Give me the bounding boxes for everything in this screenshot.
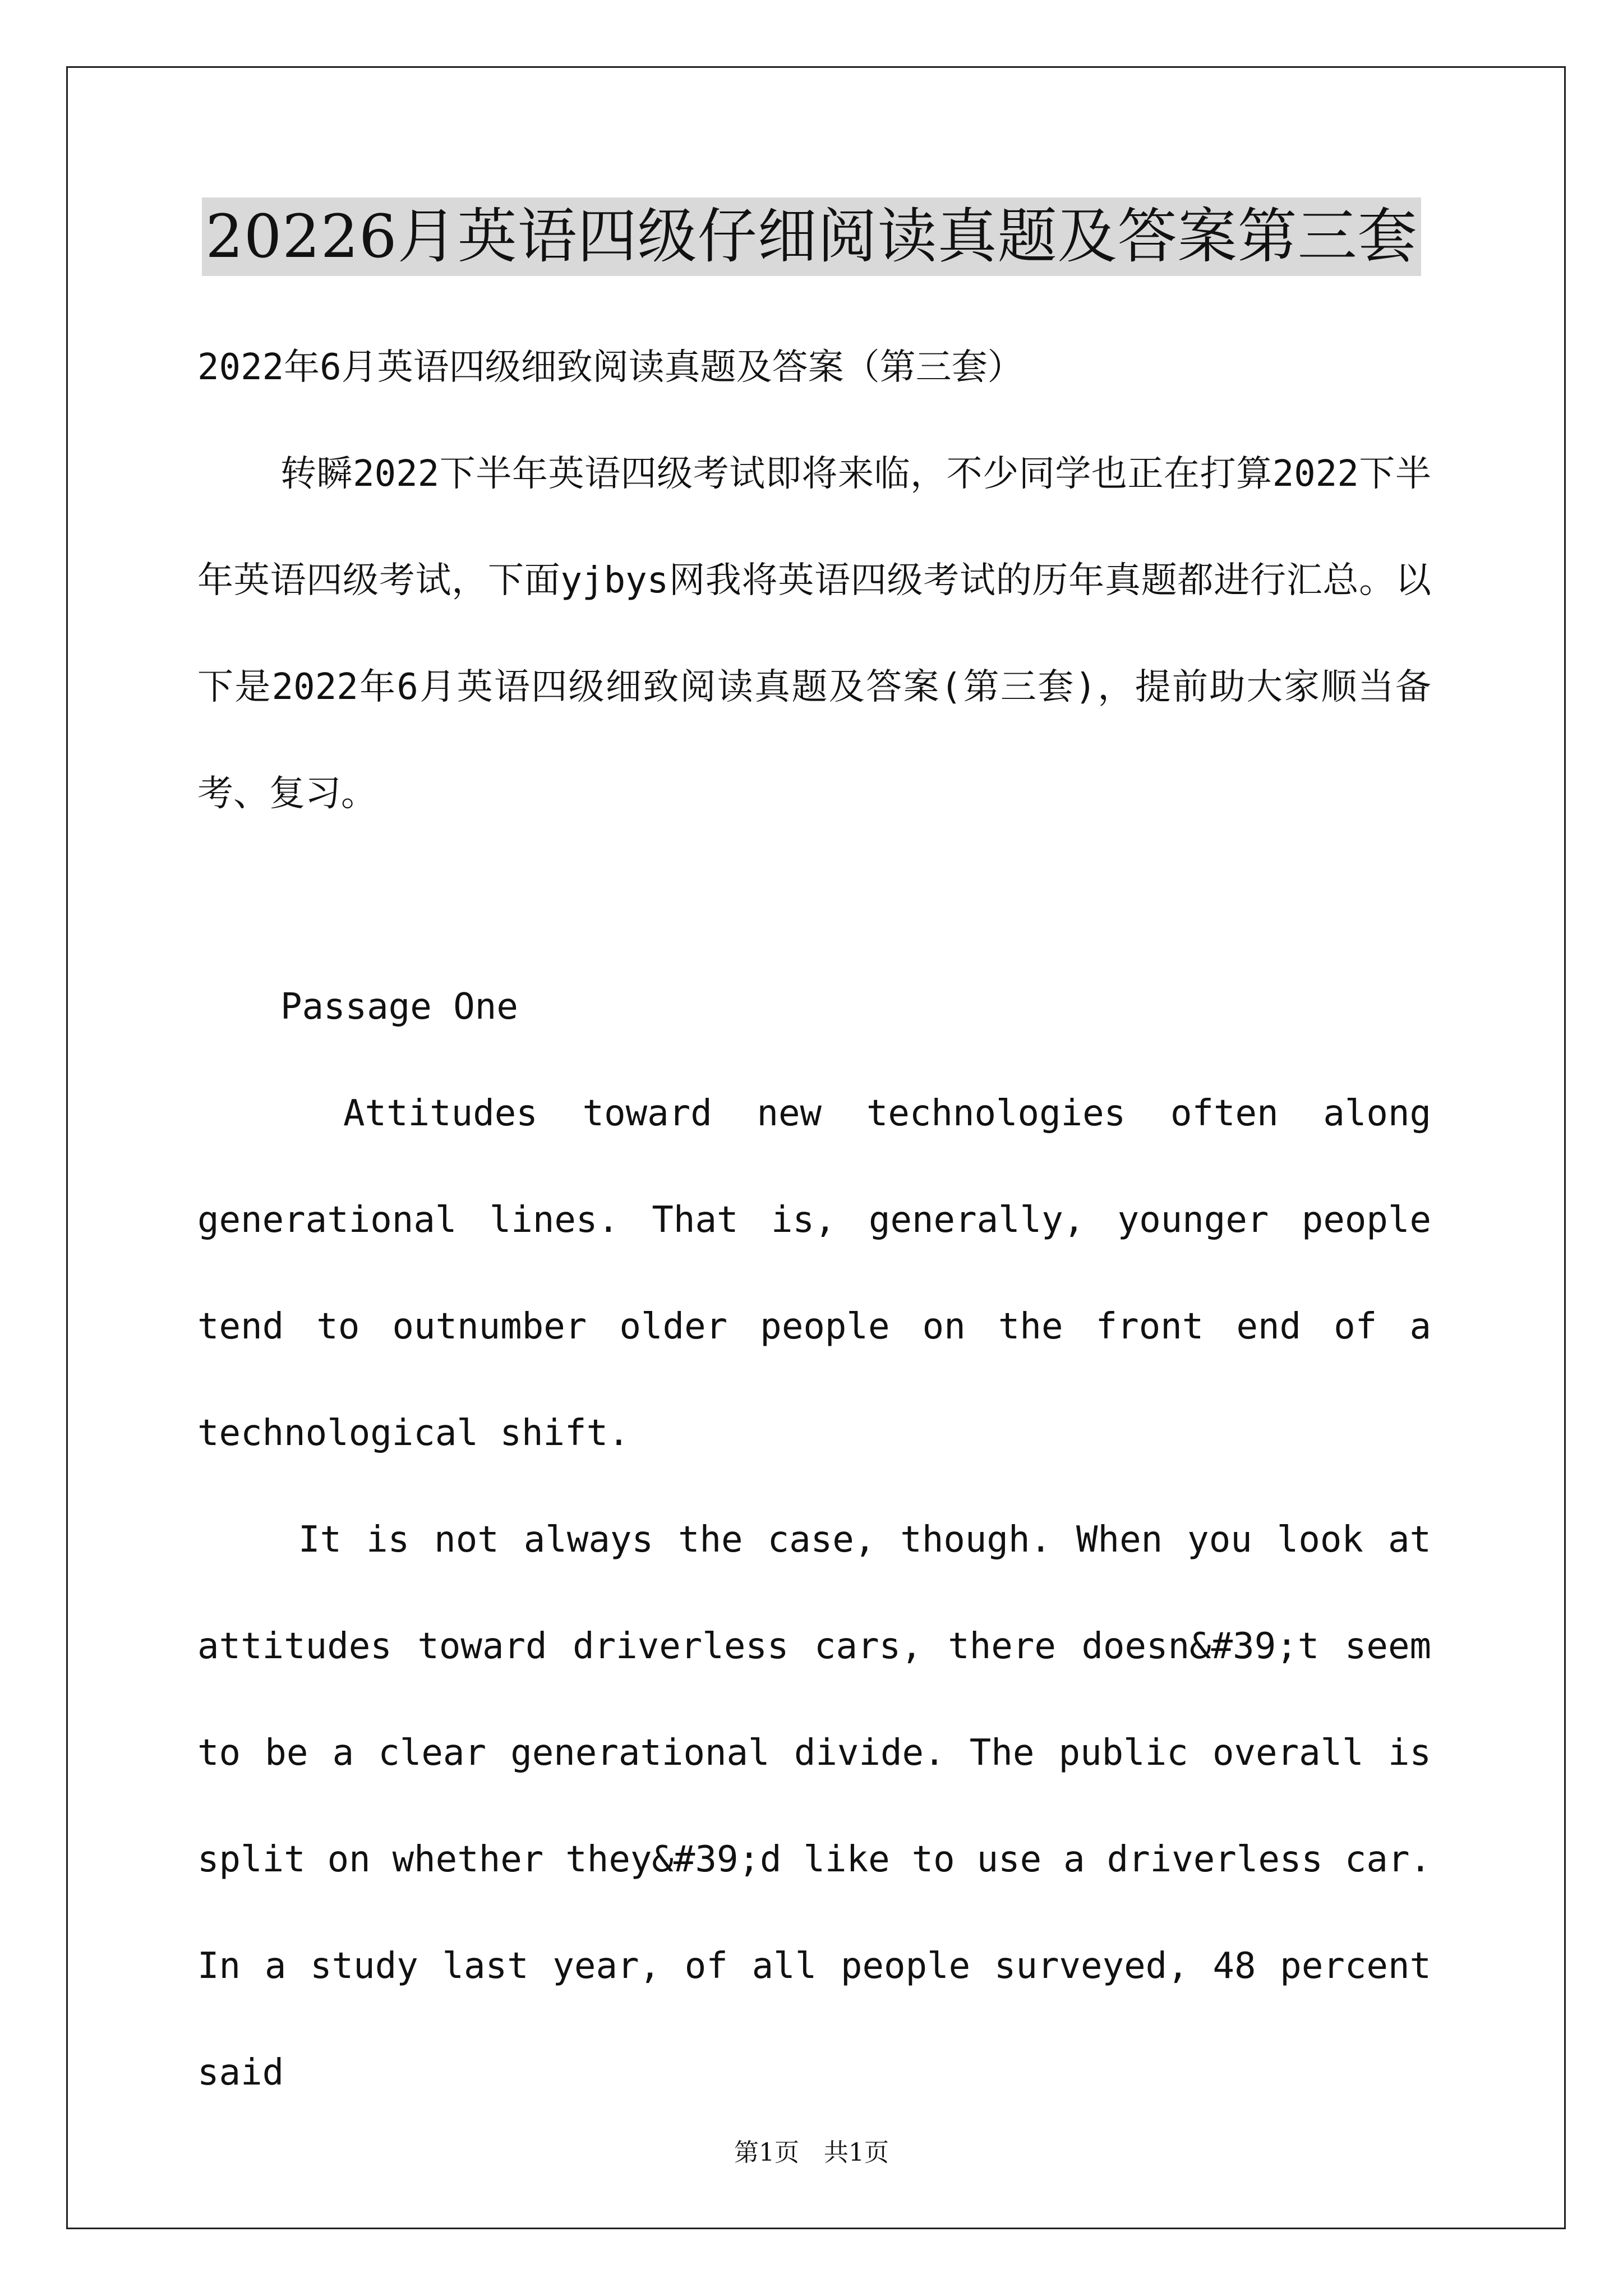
document-body — [197, 314, 1431, 2126]
document-title: 20226月英语四级仔细阅读真题及答案第三套 — [202, 197, 1421, 276]
intro-paragraph: 转瞬2022下半年英语四级考试即将来临，不少同学也正在打算2022下半年英语四级考试，下面yjbys网我将英语四级考试的历年真题都进行汇总。以下是2022年6月英语四级细致阅读真题及答案(第三套)，提前助大家顺当备考、复习。 — [197, 453, 1431, 815]
body-paragraph: Attitudes toward new technologies often along generational lines. That is, generally, younger people tend to outnumber older people on the front end of a technological shift. — [197, 1093, 1431, 1454]
body-paragraph: It is not always the case, though. When you look at attitudes toward driverless cars, there doesn&#39;t seem to be a clear generational divide. The public overall is split on whether they&#39;d like to use a driverless car. In a study last year, of all people surveyed, 48 percent said — [197, 1519, 1431, 2093]
title-container — [0, 197, 1623, 276]
paragraph-gap — [197, 847, 1431, 954]
page-footer: 第1页 共1页 — [734, 2138, 889, 2167]
passage-heading: Passage One — [280, 986, 518, 1028]
document-subtitle: 2022年6月英语四级细致阅读真题及答案（第三套） — [197, 347, 1023, 388]
